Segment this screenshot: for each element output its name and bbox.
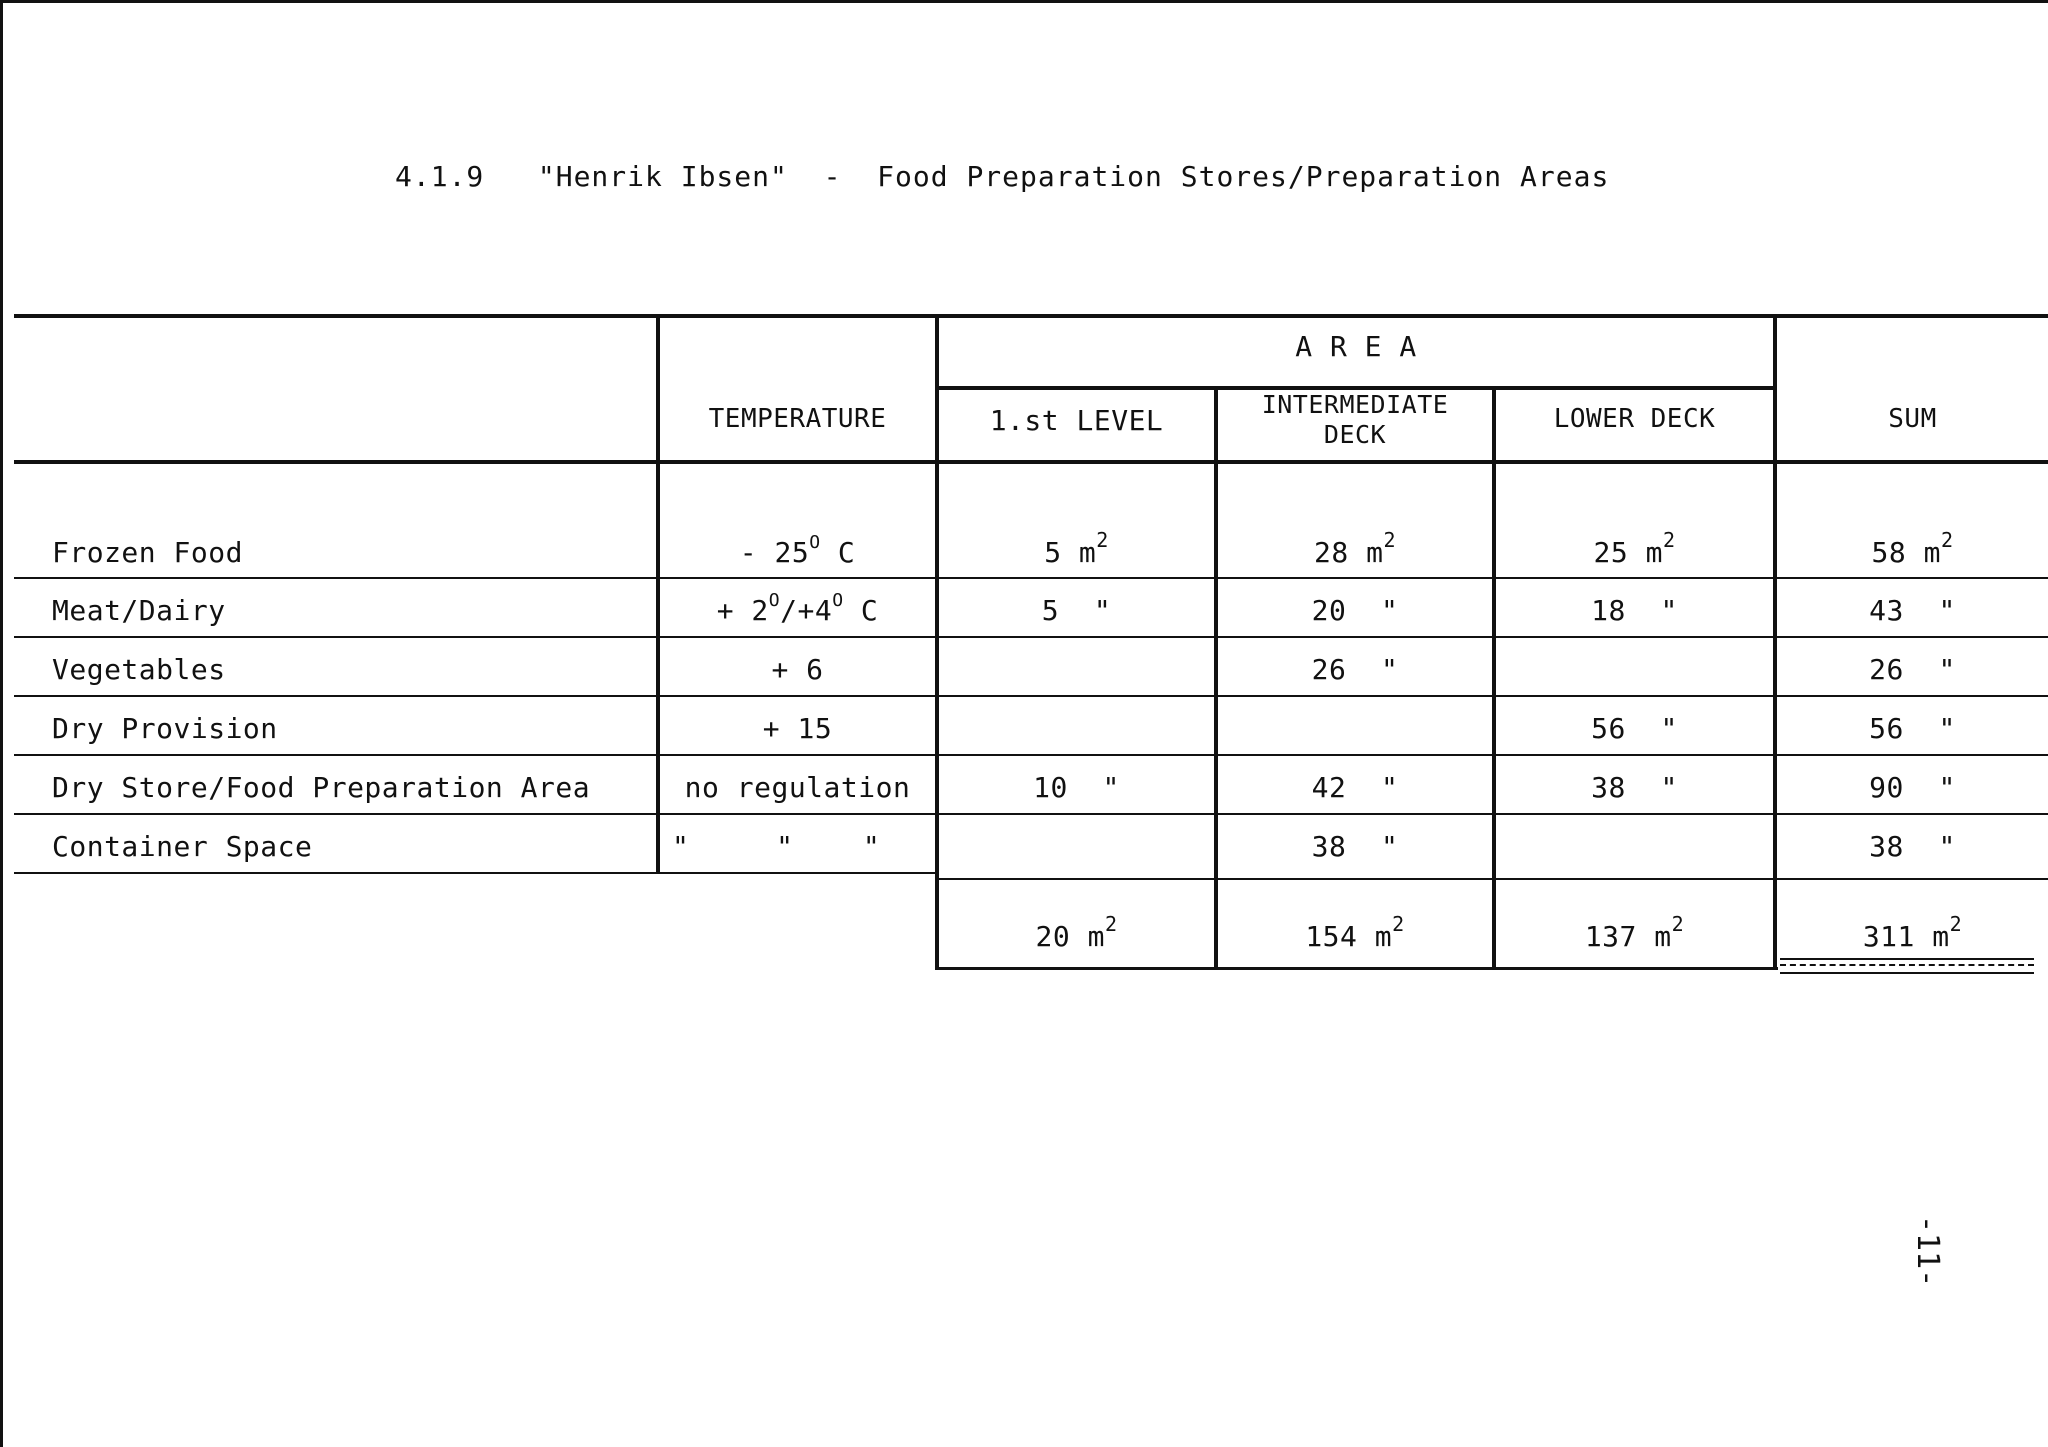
page-title: 4.1.9 "Henrik Ibsen" - Food Preparation Stores/Preparation Areas bbox=[395, 160, 1610, 193]
row-label-dry-provision: Dry Provision bbox=[52, 712, 278, 745]
row-rule bbox=[14, 577, 2048, 579]
intermediate-header-line1: INTERMEDIATE bbox=[1261, 390, 1449, 419]
lower-dry-provision: 56 " bbox=[1591, 712, 1678, 745]
temperature-meat-dairy: + $2^O/+4^O$ C bbox=[716, 590, 879, 627]
lower-meat-dairy: 18 " bbox=[1591, 594, 1678, 627]
col-rule-lower bbox=[1492, 388, 1496, 970]
intermediate-container-space: 38 " bbox=[1311, 830, 1399, 863]
page-number: -11- bbox=[1910, 1215, 1945, 1288]
temperature-dry-provision: + 15 bbox=[762, 712, 833, 745]
row-label-container-space: Container Space bbox=[52, 830, 313, 863]
intermediate-dry-store: 42 " bbox=[1311, 771, 1399, 804]
row-rule bbox=[14, 813, 2048, 815]
total-sum: 311 $m^2$ bbox=[1862, 912, 1963, 953]
first-level-header: 1.st LEVEL bbox=[989, 404, 1164, 437]
area-header: A R E A bbox=[1295, 330, 1417, 363]
row-label-dry-store: Dry Store/Food Preparation Area bbox=[52, 771, 591, 804]
grand-total-double-underline bbox=[1780, 958, 2034, 974]
intermediate-meat-dairy: 20 " bbox=[1311, 594, 1399, 627]
temperature-vegetables: + 6 bbox=[771, 653, 824, 686]
sum-dry-store: 90 " bbox=[1869, 771, 1956, 804]
temperature-frozen-food: - $25^O$ C bbox=[739, 532, 856, 569]
sum-frozen-food: 58 $m^2$ bbox=[1871, 528, 1954, 569]
row-rule bbox=[14, 695, 2048, 697]
first-level-dry-store: 10 " bbox=[1033, 771, 1120, 804]
sum-container-space: 38 " bbox=[1869, 830, 1956, 863]
table-top-rule bbox=[14, 314, 2048, 318]
sum-dry-provision: 56 " bbox=[1869, 712, 1956, 745]
lower-dry-store: 38 " bbox=[1591, 771, 1678, 804]
sum-vegetables: 26 " bbox=[1869, 653, 1956, 686]
temperature-container-space: " " " bbox=[672, 830, 881, 863]
row-label-meat-dairy: Meat/Dairy bbox=[52, 594, 226, 627]
total-first-level: 20 $m^2$ bbox=[1035, 912, 1118, 953]
intermediate-vegetables: 26 " bbox=[1311, 653, 1399, 686]
lower-deck-header: LOWER DECK bbox=[1553, 404, 1716, 434]
first-level-frozen-food: 5 $m^2$ bbox=[1044, 528, 1109, 569]
row-rule bbox=[14, 636, 2048, 638]
row-rule-left bbox=[14, 872, 936, 874]
intermediate-frozen-food: 28 $m^2$ bbox=[1314, 528, 1396, 569]
page-edge-left bbox=[0, 0, 3, 1447]
intermediate-header-line2: DECK bbox=[1323, 420, 1387, 449]
first-level-meat-dairy: 5 " bbox=[1041, 594, 1112, 627]
temperature-dry-store: no regulation bbox=[684, 771, 911, 804]
row-label-frozen-food: Frozen Food bbox=[52, 536, 243, 569]
temperature-header: TEMPERATURE bbox=[708, 404, 887, 434]
totals-bottom-rule bbox=[935, 967, 1778, 970]
page-edge-top bbox=[0, 0, 2048, 3]
lower-frozen-food: 25 $m^2$ bbox=[1593, 528, 1676, 569]
sum-header: SUM bbox=[1888, 404, 1937, 434]
total-intermediate: 154 $m^2$ bbox=[1305, 912, 1405, 953]
header-bottom-rule bbox=[14, 460, 2048, 464]
row-label-vegetables: Vegetables bbox=[52, 653, 226, 686]
sum-meat-dairy: 43 " bbox=[1869, 594, 1956, 627]
total-lower: 137 $m^2$ bbox=[1584, 912, 1685, 953]
row-rule bbox=[14, 754, 2048, 756]
